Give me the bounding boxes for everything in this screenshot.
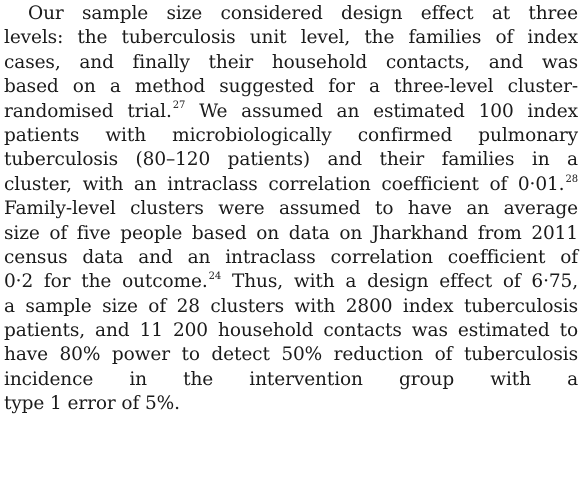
line-text: incidence in the intervention group with a [4,368,578,390]
line-text: based on a method suggested for a three-level cluster- [4,76,578,98]
text-line [4,392,578,416]
text-line [4,75,578,99]
text-line [4,270,578,294]
line-text: size of five people based on data on Jharkhand from 2011 [4,222,578,244]
text-line [4,26,578,50]
text-line [4,100,578,124]
text-line [4,51,578,75]
line-text: We assumed an estimated 100 index [185,100,578,122]
line-text: Our sample size considered design effect at three [28,3,578,24]
sample-size-paragraph [4,2,578,417]
line-text: a sample size of 28 clusters with 2800 index tuberculosis [4,295,578,317]
line-text: randomised trial. [4,100,172,122]
text-line [4,368,578,392]
line-text: Thus, with a design effect of 6·75, [221,271,578,293]
text-line [4,197,578,221]
line-text: Family-level clusters were assumed to have an average [4,198,578,220]
line-text: census data and an intraclass correlation coefficient of [4,246,578,268]
line-text: patients, and 11 200 household contacts was estimated to [4,320,578,342]
text-line [4,222,578,246]
text-line [4,2,578,26]
line-text: patients with microbiologically confirmed pulmonary [4,124,578,146]
citation-superscript: 27 [172,100,186,112]
text-line [4,319,578,343]
line-text: cases, and finally their household contacts, and was [4,51,578,73]
text-line [4,246,578,270]
citation-superscript: 28 [565,173,578,185]
text-line [4,148,578,172]
line-text: tuberculosis (80–120 patients) and their families in a [4,149,578,171]
line-text: cluster, with an intraclass correlation coefficient of 0·01. [4,173,565,195]
line-text: levels: the tuberculosis unit level, the families of index [4,27,578,49]
line-text: have 80% power to detect 50% reduction of tuberculosis [4,344,578,366]
text-line [4,343,578,367]
text-line [4,124,578,148]
text-line [4,173,578,197]
line-text: type 1 error of 5%. [4,393,180,415]
text-line [4,295,578,319]
citation-superscript: 24 [208,271,222,283]
line-text: 0·2 for the outcome. [4,271,208,293]
